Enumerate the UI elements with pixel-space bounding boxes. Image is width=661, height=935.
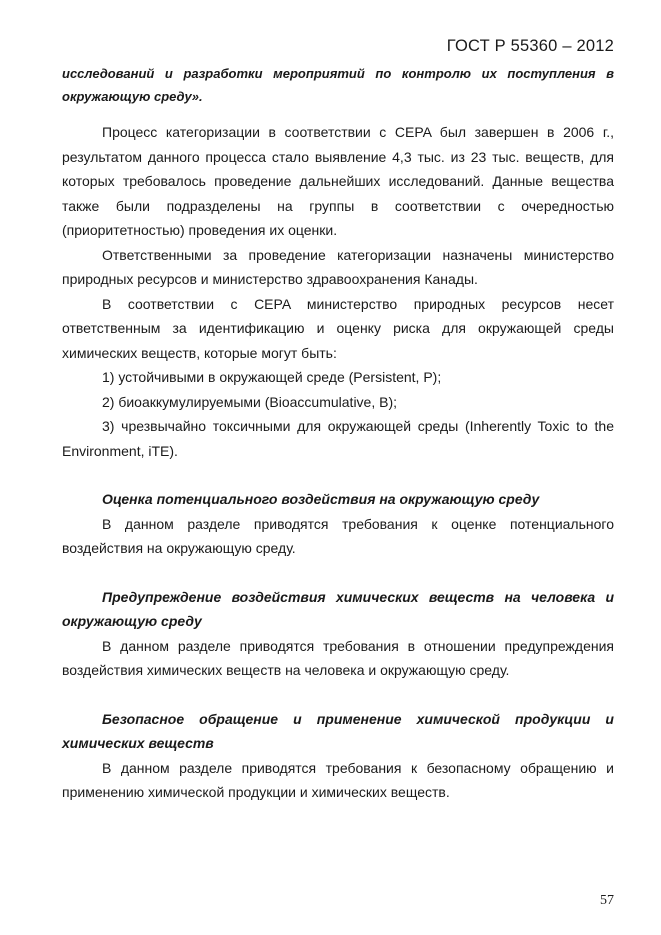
list-item: 3) чрезвычайно токсичными для окружающей среды (Inherently Toxic to the Environment, iTE). bbox=[62, 418, 614, 459]
intro-line-2: окружающую среду». bbox=[62, 89, 203, 104]
section-text: В данном разделе приводятся требования в отношении предупреждения воздействия химических веществ на человека и окружающую среду. bbox=[62, 637, 614, 678]
section-text: В данном разделе приводятся требования к безопасному обращению и применению химической продукции и химических веществ. bbox=[62, 759, 614, 800]
section-heading: Безопасное обращение и применение химической продукции и химических веществ bbox=[62, 710, 614, 751]
paragraph: Ответственными за проведение категоризации назначены министерство природных ресурсов и министерство здравоохранения Канады. bbox=[62, 246, 614, 287]
intro-quote bbox=[62, 62, 614, 108]
standard-header: ГОСТ Р 55360 – 2012 bbox=[446, 37, 614, 55]
paragraph: В соответствии с CEPA министерство природных ресурсов несет ответственным за идентификацию и оценку риска для окружающей среды химических веществ, которые могут быть: bbox=[62, 295, 614, 361]
body-text bbox=[62, 120, 614, 805]
intro-line-1: исследований и разработки мероприятий по контролю их поступления в bbox=[62, 66, 614, 81]
list-item: 2) биоаккумулируемыми (Bioaccumulative, B); bbox=[102, 393, 398, 410]
paragraph: Процесс категоризации в соответствии с CEPA был завершен в 2006 г., результатом данного процесса стало выявление 4,3 тыс. из 23 тыс. веществ, для которых требовалось проведение дальнейших исследований. Данные вещества также были подразделены на группы в соответствии с очередностью (приоритетностью) проведения их оценки. bbox=[62, 124, 614, 238]
page-number: 57 bbox=[600, 893, 614, 908]
section-heading: Предупреждение воздействия химических веществ на человека и окружающую среду bbox=[62, 588, 614, 629]
section-heading: Оценка потенциального воздействия на окружающую среду bbox=[102, 491, 540, 507]
section-text: В данном разделе приводятся требования к оценке потенциального воздействия на окружающую среду. bbox=[62, 515, 614, 556]
list-item: 1) устойчивыми в окружающей среде (Persistent, P); bbox=[102, 369, 442, 385]
